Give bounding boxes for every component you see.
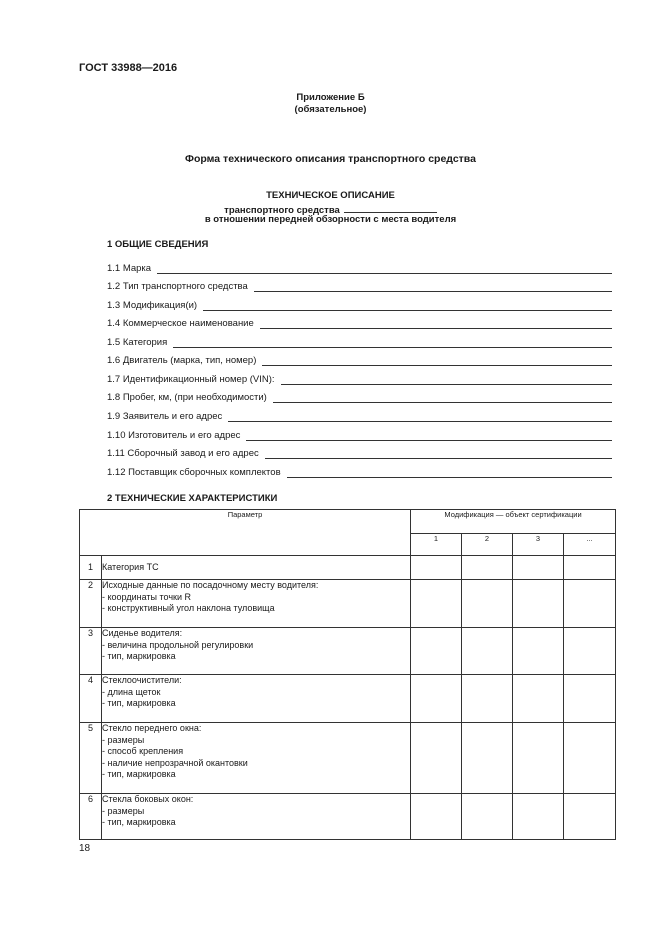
row-number: 6: [80, 794, 102, 840]
table-row: [80, 794, 616, 840]
row-description: [102, 556, 411, 580]
row-description: [102, 628, 411, 675]
value-cell[interactable]: [411, 580, 462, 628]
appendix-title: Приложение Б: [296, 92, 365, 103]
row-line: - тип, маркировка: [102, 698, 176, 708]
value-cell[interactable]: [462, 675, 513, 723]
field-label: 1.7 Идентификационный номер (VIN):: [107, 374, 275, 385]
field-mileage: [107, 391, 612, 403]
value-cell[interactable]: [411, 556, 462, 580]
row-description: [102, 794, 411, 840]
row-line: - размеры: [102, 734, 145, 745]
value-cell[interactable]: [462, 794, 513, 840]
field-label: 1.2 Тип транспортного средства: [107, 281, 248, 292]
fill-line[interactable]: [265, 449, 612, 459]
field-label: 1.4 Коммерческое наименование: [107, 318, 254, 329]
row-number: 5: [80, 723, 102, 794]
row-line: - длина щеток: [102, 686, 161, 697]
row-line: - координаты точки R: [102, 591, 191, 602]
field-vehicle-type: [107, 280, 612, 292]
mod-column-header: 3: [513, 534, 564, 556]
value-cell[interactable]: [462, 723, 513, 794]
mod-header: Модификация — объект сертификации: [411, 510, 616, 534]
field-applicant: [107, 410, 612, 422]
specs-table: [79, 509, 616, 840]
tech-desc-subtitle-2: в отношении передней обзорности с места водителя: [204, 214, 457, 225]
table-row: [80, 675, 616, 723]
mod-column-header: 2: [462, 534, 513, 556]
fill-line[interactable]: [254, 282, 612, 292]
table-row: [80, 628, 616, 675]
fill-line[interactable]: [173, 338, 612, 348]
fill-line[interactable]: [157, 264, 612, 274]
value-cell[interactable]: [513, 794, 564, 840]
fill-line[interactable]: [203, 301, 612, 311]
field-label: 1.5 Категория: [107, 337, 168, 348]
row-number: 1: [80, 556, 102, 580]
tech-desc-title: ТЕХНИЧЕСКОЕ ОПИСАНИЕ: [266, 190, 395, 201]
row-line: Стеклоочистители:: [102, 675, 182, 685]
fill-line[interactable]: [260, 319, 612, 329]
row-number: 3: [80, 628, 102, 675]
value-cell[interactable]: [564, 723, 616, 794]
row-description: [102, 675, 411, 723]
fill-line[interactable]: [281, 375, 612, 385]
row-line: - размеры: [102, 805, 145, 816]
table-row: [80, 556, 616, 580]
value-cell[interactable]: [462, 580, 513, 628]
value-cell[interactable]: [513, 580, 564, 628]
field-label: 1.11 Сборочный завод и его адрес: [107, 448, 259, 459]
mod-column-header: 1: [411, 534, 462, 556]
document-code: ГОСТ 33988—2016: [79, 62, 178, 74]
value-cell[interactable]: [564, 628, 616, 675]
row-line: - тип, маркировка: [102, 817, 176, 827]
value-cell[interactable]: [411, 675, 462, 723]
row-line: - величина продольной регулировки: [102, 639, 254, 650]
row-line: - конструктивный угол наклона туловища: [102, 603, 275, 613]
value-cell[interactable]: [513, 628, 564, 675]
row-line: - способ крепления: [102, 746, 184, 756]
value-cell[interactable]: [564, 675, 616, 723]
field-label: 1.3 Модификация(и): [107, 300, 198, 311]
field-manufacturer: [107, 429, 612, 441]
field-label: 1.10 Изготовитель и его адрес: [107, 430, 241, 441]
value-cell[interactable]: [513, 723, 564, 794]
row-description: [102, 723, 411, 794]
row-line: Стекла боковых окон:: [102, 794, 194, 804]
field-modification: [107, 299, 612, 311]
table-row: [80, 723, 616, 794]
row-number: 2: [80, 580, 102, 628]
field-vin: [107, 373, 612, 385]
row-line: Исходные данные по посадочному месту водителя:: [102, 580, 319, 590]
value-cell[interactable]: [564, 580, 616, 628]
field-label: 1.12 Поставщик сборочных комплектов: [107, 467, 281, 478]
fill-line[interactable]: [262, 356, 612, 366]
field-label: 1.1 Марка: [107, 263, 152, 274]
row-line: - тип, маркировка: [102, 651, 176, 661]
fill-line[interactable]: [287, 468, 612, 478]
vehicle-blank-line: [344, 203, 437, 213]
page-number: 18: [79, 843, 91, 854]
value-cell[interactable]: [564, 556, 616, 580]
param-header: Параметр: [80, 510, 411, 556]
field-engine: [107, 354, 612, 366]
appendix-subtitle: (обязательное): [294, 104, 367, 115]
field-assembly-plant: [107, 447, 612, 459]
row-line: Стекло переднего окна:: [102, 723, 202, 733]
value-cell[interactable]: [411, 723, 462, 794]
form-title: Форма технического описания транспортного средства: [185, 153, 476, 165]
section-1-title: 1 ОБЩИЕ СВЕДЕНИЯ: [107, 239, 209, 250]
row-line: - тип, маркировка: [102, 769, 176, 779]
section-2-title: 2 ТЕХНИЧЕСКИЕ ХАРАКТЕРИСТИКИ: [107, 493, 278, 504]
field-kit-supplier: [107, 466, 612, 478]
value-cell[interactable]: [462, 556, 513, 580]
row-line: Категория ТС: [102, 562, 159, 572]
value-cell[interactable]: [513, 556, 564, 580]
table-row: [80, 580, 616, 628]
field-brand: [107, 262, 612, 274]
tech-desc-subtitle-1-text: транспортного средства: [224, 205, 340, 216]
value-cell[interactable]: [411, 628, 462, 675]
field-commercial-name: [107, 317, 612, 329]
field-label: 1.8 Пробег, км, (при необходимости): [107, 392, 267, 403]
row-line: - наличие непрозрачной окантовки: [102, 757, 248, 768]
value-cell[interactable]: [513, 675, 564, 723]
field-category: [107, 336, 612, 348]
value-cell[interactable]: [411, 794, 462, 840]
row-line: Сиденье водителя:: [102, 628, 183, 638]
value-cell[interactable]: [564, 794, 616, 840]
row-description: [102, 580, 411, 628]
fill-line[interactable]: [246, 431, 612, 441]
mod-column-header: ...: [564, 534, 616, 556]
row-number: 4: [80, 675, 102, 723]
fill-line[interactable]: [273, 393, 612, 403]
fill-line[interactable]: [228, 412, 612, 422]
field-label: 1.6 Двигатель (марка, тип, номер): [107, 355, 257, 366]
field-label: 1.9 Заявитель и его адрес: [107, 411, 223, 422]
value-cell[interactable]: [462, 628, 513, 675]
